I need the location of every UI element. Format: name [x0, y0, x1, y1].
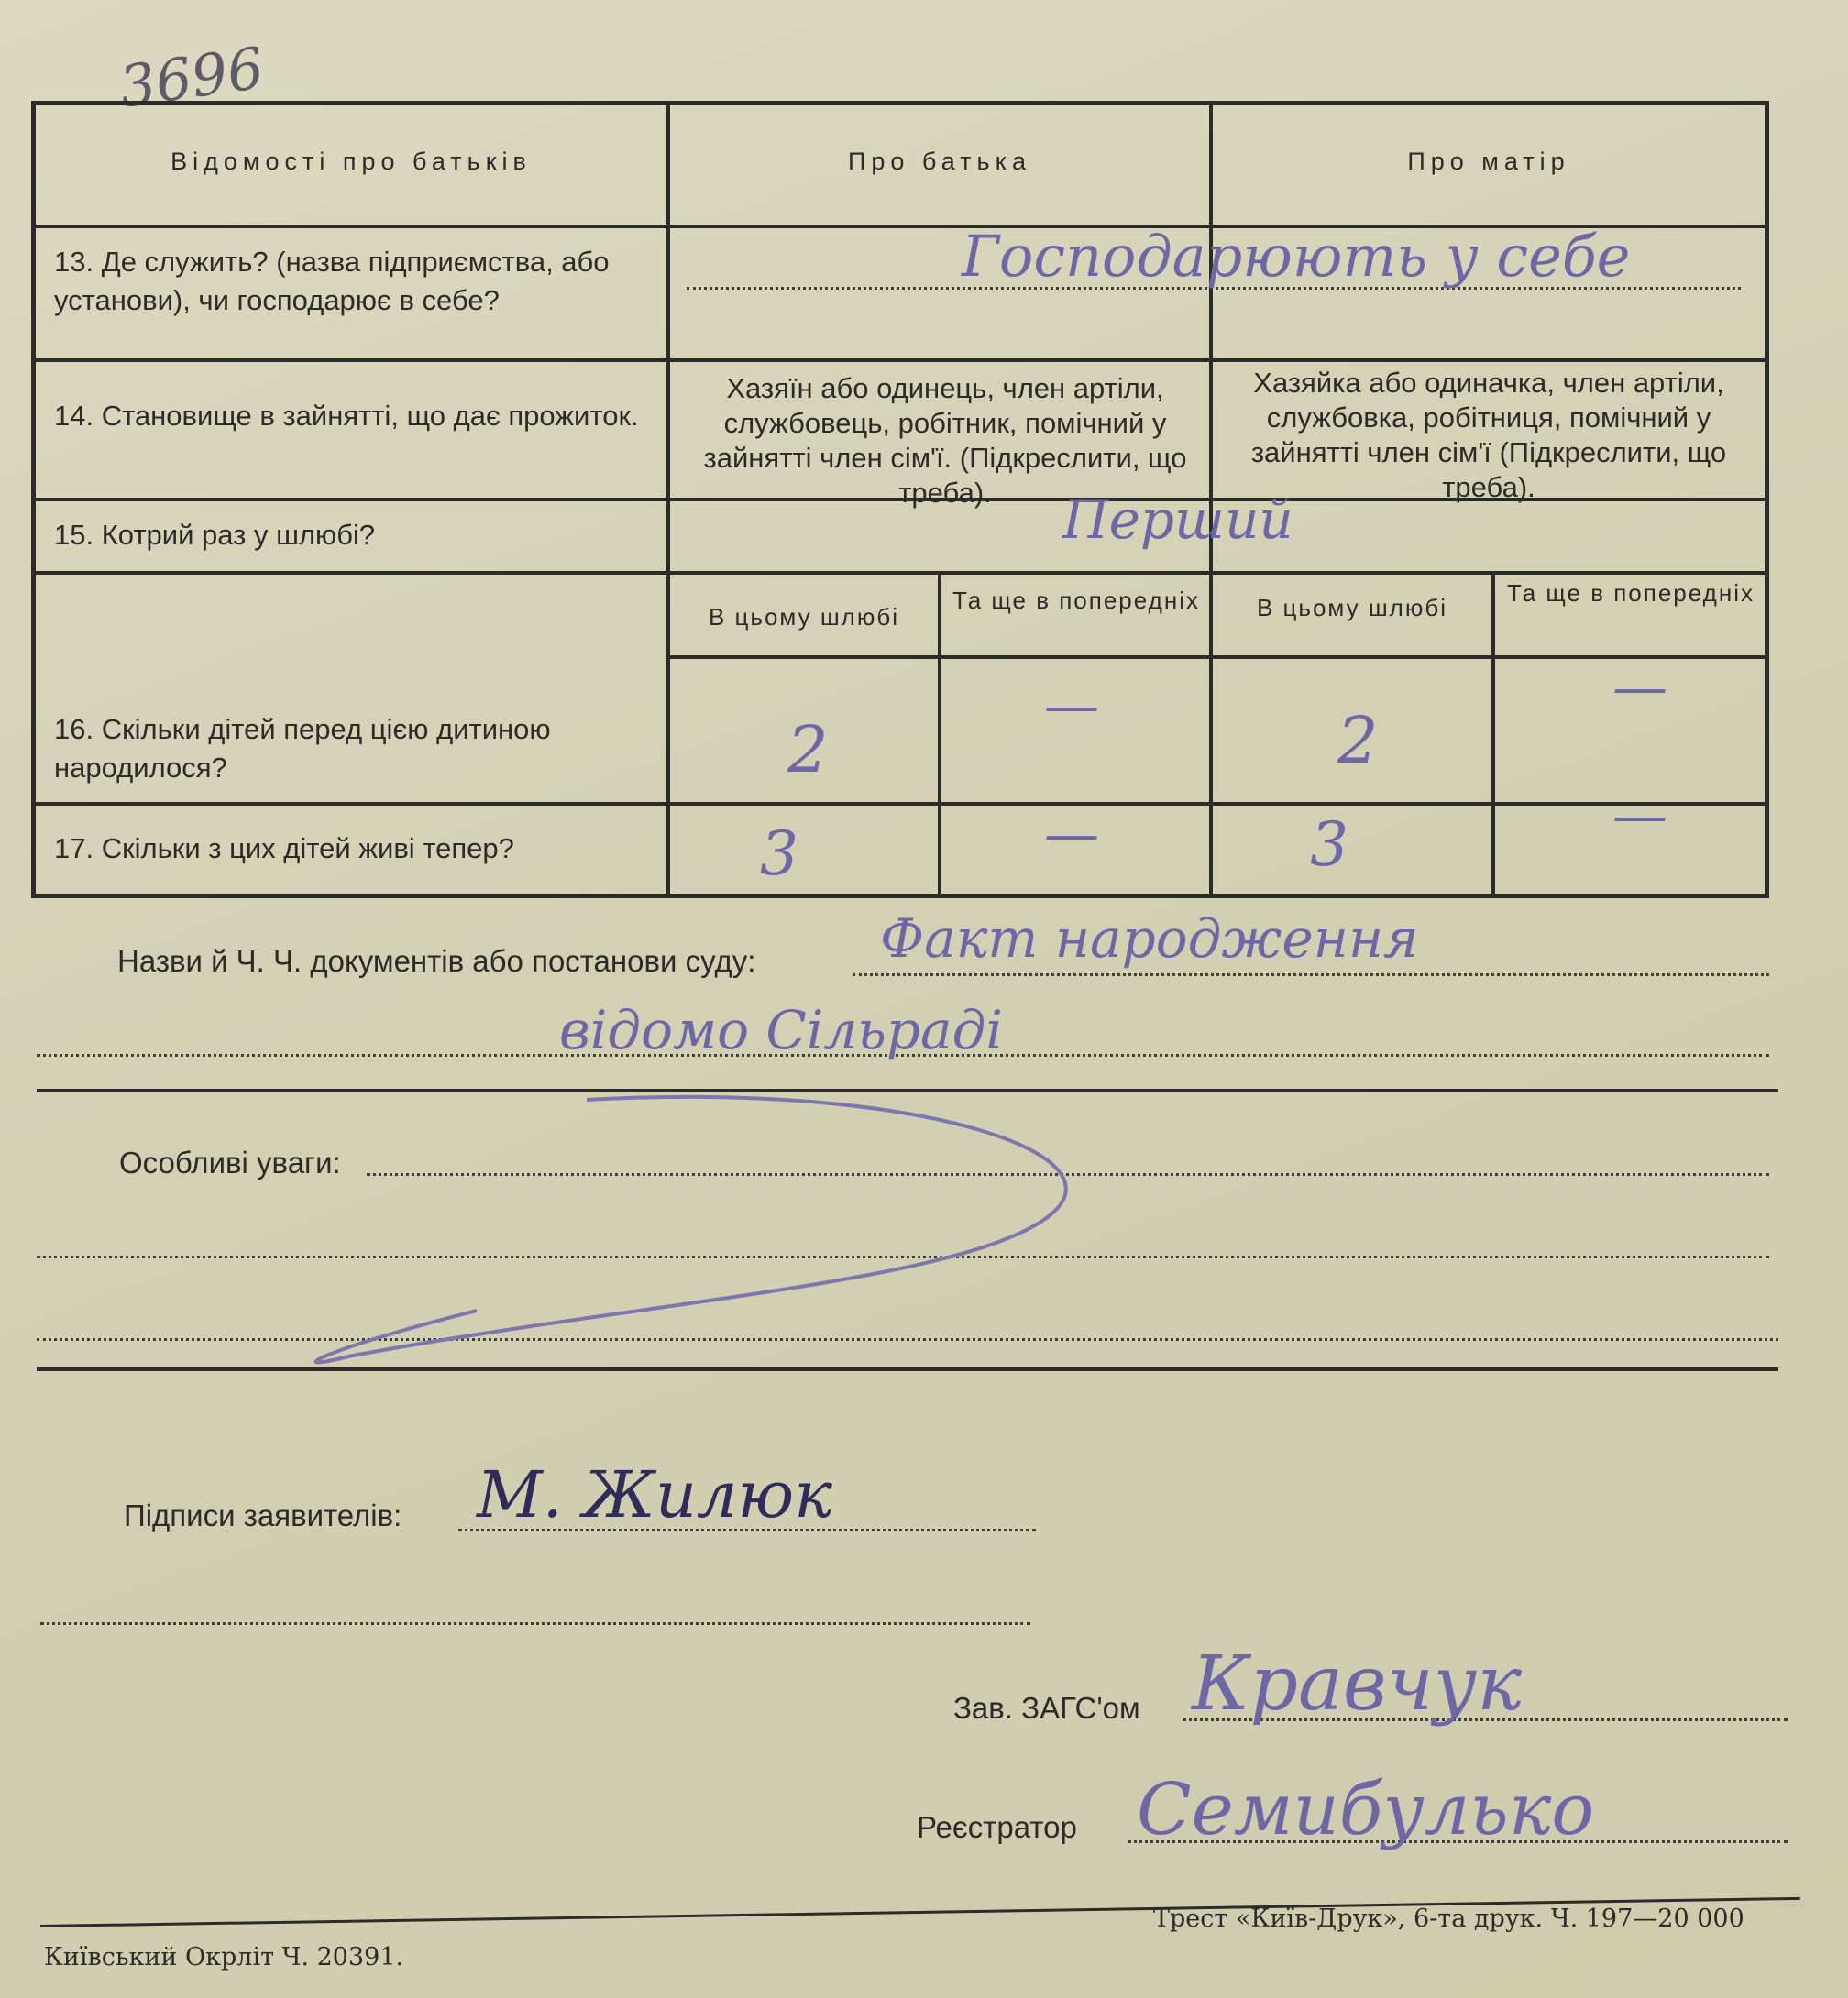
registrar-signature: Семибулько	[1137, 1769, 1595, 1851]
q17-father-this: 3	[760, 818, 798, 889]
archive-number: 3696	[115, 34, 269, 121]
registrar-label: Реєстратор	[917, 1810, 1077, 1844]
footer-left: Київський Окрліт Ч. 20391.	[44, 1943, 404, 1971]
subheader-father-this: В цьому шлюбі	[708, 603, 900, 631]
subheader-mother-previous: Та ще в попередніх	[1507, 579, 1754, 607]
q17-father-previous: —	[1044, 802, 1099, 866]
q17-mother-previous: —	[1612, 784, 1667, 848]
q13-answer: Господарюють у себе	[962, 223, 1631, 290]
q16-label: 16. Скільки дітей перед цією дитиною народилося?	[54, 713, 551, 784]
subheader-mother-this: В цьому шлюбі	[1256, 594, 1448, 621]
documents-handwritten-1: Факт народження	[880, 907, 1419, 970]
q13-label: 13. Де служить? (назва підприємства, або установи), чи господарює в себе?	[54, 246, 610, 316]
header-parents: Відомості про батьків	[170, 148, 532, 175]
q17-mother-this: 3	[1310, 809, 1348, 880]
header-mother: Про матір	[1407, 148, 1570, 175]
q14-mother-options: Хазяйка або одиначка, член артіли, службовка, робітниця, помічний у зайнятті член сім'ї (Підкреслити, що треба).	[1250, 367, 1727, 503]
q16-mother-this: 2	[1337, 703, 1379, 778]
q16-mother-previous: —	[1612, 655, 1667, 719]
q14-label: 14. Становище в зайнятті, що дає прожиток.	[54, 400, 639, 432]
applicants-line-2	[40, 1622, 1030, 1625]
documents-handwritten-2: відомо Сільраді	[559, 999, 1003, 1061]
q15-label: 15. Котрий раз у шлюбі?	[54, 519, 376, 551]
applicants-label: Підписи заявителів:	[124, 1498, 402, 1532]
applicants-signature: М. Жилюк	[477, 1457, 832, 1532]
footer-right: Трест «Київ-Друк», 6-та друк. Ч. 197—20 000	[1153, 1905, 1744, 1933]
zags-label: Зав. ЗАГС'ом	[953, 1691, 1140, 1725]
q16-father-this: 2	[787, 712, 829, 787]
q17-label: 17. Скільки з цих дітей живі тепер?	[54, 832, 514, 864]
documents-label: Назви й Ч. Ч. документів або постанови суду:	[117, 944, 756, 978]
remarks-label: Особливі уваги:	[119, 1146, 341, 1180]
q16-father-previous: —	[1044, 674, 1099, 738]
q14-father-options: Хазяїн або одинець, член артіли, службовець, робітник, помічний у зайнятті член сім'ї. (Підкреслити, що треба).	[703, 372, 1187, 509]
zags-signature: Кравчук	[1192, 1641, 1523, 1728]
subheader-father-previous: Та ще в попередніх	[952, 587, 1200, 614]
header-father: Про батька	[847, 148, 1032, 175]
q15-answer: Перший	[1062, 489, 1293, 551]
